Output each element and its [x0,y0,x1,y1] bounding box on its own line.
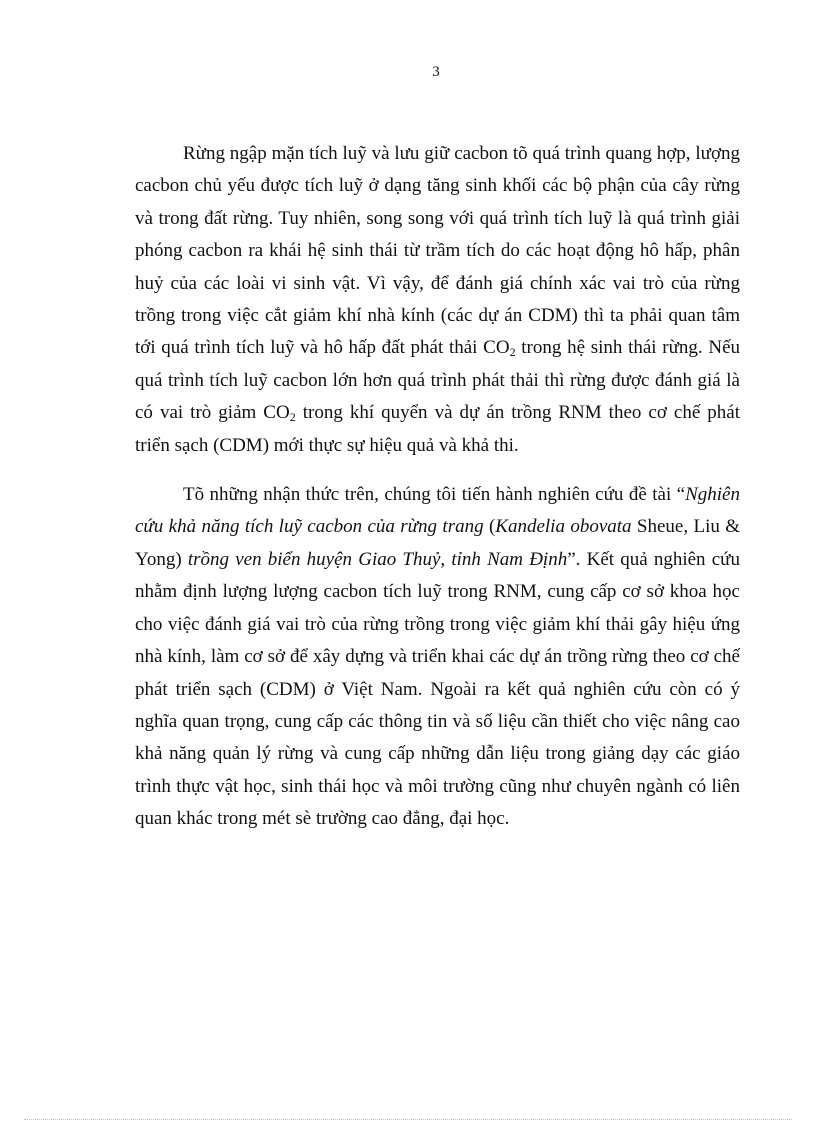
paragraph-1-text-b: trong hệ sinh thái rừng. Nếu quá trình tích luỹ cacbon lớn hơn quá trình phát thải thì rừng được đánh giá là có vai trò giảm [135,337,741,424]
co2-base: CO [483,337,510,359]
species-name: Kandelia obovata [495,516,632,538]
species-authority: Sheue, Liu & Yong) [135,516,740,570]
co2-base: CO [263,402,290,424]
co2-formula [483,337,515,358]
co2-formula [263,402,295,423]
page-number: 3 [432,64,440,80]
co2-subscript: 2 [509,345,516,360]
paragraph-2-text-b: ( [483,516,496,538]
study-location: trồng ven biển huyện Giao Thuỷ, tỉnh Nam Định [187,548,568,570]
page-bottom-divider [24,1119,792,1120]
paragraph-1 [135,138,740,462]
paragraph-2 [135,479,740,835]
paragraph-1-text-a: Rừng ngập mặn tích luỹ và lưu giữ cacbon tõ quá trình quang hợp, lượng cacbon chủ yếu được tích luỹ ở dạng tăng sinh khối các bộ phận của cây rừng và trong đất rừng. Tuy nhiên, song song với quá trình tích luỹ là quá trình giải phóng cacbon ra khái hệ sinh thái từ trầm tích do các hoạt động hô hấp, phân huỷ của các loài vi sinh vật. Vì vậy, để đánh giá chính xác vai trò của rừng trồng trong việc cắt giảm khí nhà kính (các dự án CDM) thì ta phải quan tâm tới quá trình tích luỹ và hô hấp đất phát thải [135,143,740,359]
study-title: Nghiên cứu khả năng tích luỹ cacbon của rừng trang [135,484,740,538]
paragraph-2-text-c: ”. Kết quả nghiên cứu nhằm định lượng lượng cacbon tích luỹ trong RNM, cung cấp cơ sở khoa học cho việc đánh giá vai trò của rừng trồng trong việc giảm khí thải gây hiệu ứng nhà kính, làm cơ sở để xây dựng và triển khai các dự án trồng rừng theo cơ chế phát triển sạch (CDM) ở Việt Nam. Ngoài ra kết quả nghiên cứu còn có ý nghĩa quan trọng, cung cấp các thông tin và số liệu cần thiết cho việc nâng cao khả năng quản lý rừng và cung cấp những dẫn liệu trong giảng dạy các giáo trình thực vật học, sinh thái học và môi trường cũng như chuyên ngành có liên quan khác trong mét sè trường cao đẳng, đại học. [135,548,740,830]
co2-subscript: 2 [289,410,296,425]
body-text [135,138,740,836]
paragraph-1-text-c: trong khí quyển và dự án trồng RNM theo cơ chế phát triển sạch (CDM) mới thực sự hiệu quả và khả thi. [135,402,740,456]
paragraph-2-text-a: Tõ những nhận thức trên, chúng tôi tiến hành nghiên cứu đề tài “ [183,484,686,506]
